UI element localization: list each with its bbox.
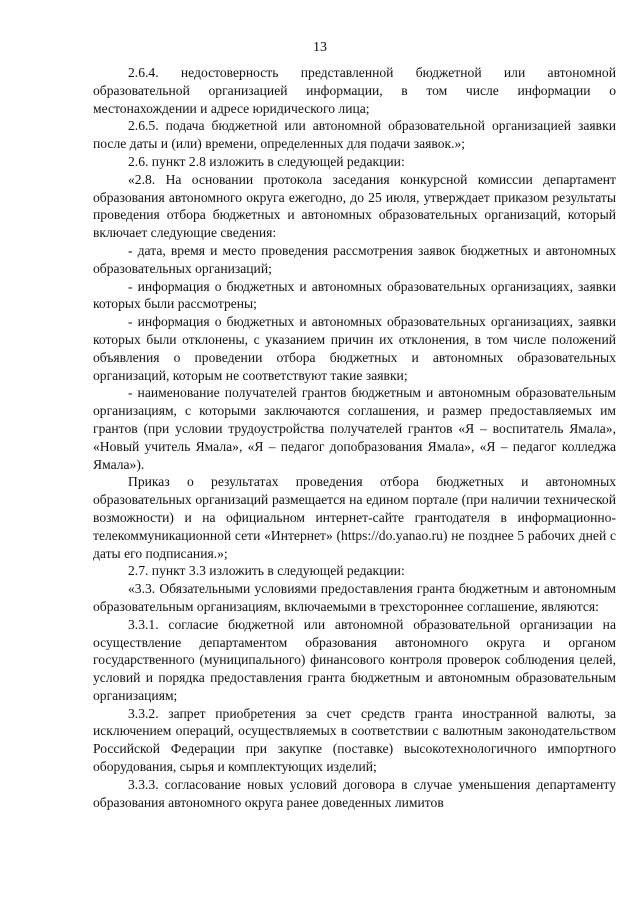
paragraph-3-3-3: 3.3.3. согласование новых условий договора в случае уменьшения департаменту образования автономного округа ранее доведенных лимитов — [93, 776, 616, 810]
page-number: 13 — [313, 40, 327, 55]
list-item-date-time-place: - дата, время и место проведения рассмотрения заявок бюджетных и автономных образовательных организаций; — [93, 242, 616, 276]
paragraph-2-8: «2.8. На основании протокола заседания конкурсной комиссии департамент образования автономного округа ежегодно, до 25 июля, утверждает приказом результаты проведения отбора бюджетных и автономных образовательных организаций, который включает следующие сведения: — [93, 171, 616, 241]
paragraph-3-3: «3.3. Обязательными условиями предоставления гранта бюджетным и автономным образовательным организациям, включаемыми в трехстороннее соглашение, являются: — [93, 581, 616, 614]
document-body — [93, 64, 616, 811]
paragraph-order-publication: Приказ о результатах проведения отбора бюджетных и автономных образовательных организаций размещается на едином портале (при наличии технической возможности) и на официальном интернет-сайте грантодателя в информационно-телекоммуникационной сети «Интернет» (https://do.yanao.ru) не позднее 5 рабочих дней с даты его подписания.»; — [93, 474, 616, 561]
list-item-reviewed-applications: - информация о бюджетных и автономных образовательных организациях, заявки которых были рассмотрены; — [93, 278, 616, 312]
paragraph-2-6: 2.6. пункт 2.8 изложить в следующей редакции: — [128, 153, 405, 169]
paragraph-2-7: 2.7. пункт 3.3 изложить в следующей редакции: — [128, 563, 405, 579]
paragraph-2-6-4: 2.6.4. недостоверность представленной бюджетной или автономной образовательной организацией информации, в том числе информации о местонахождении и адресе юридического лица; — [93, 65, 616, 116]
list-item-rejected-applications: - информация о бюджетных и автономных образовательных организациях, заявки которых были отклонены, с указанием причин их отклонения, в том числе положений объявления о проведении отбора бюджетных и автономных образовательных организаций, которым не соответствуют такие заявки; — [93, 314, 616, 383]
paragraph-3-3-1: 3.3.1. согласие бюджетной или автономной образовательной организации на осуществление департаментом образования автономного округа и органом государственного (муниципального) финансового контроля проверок соблюдения целей, условий и порядка предоставления гранта бюджетным и автономным образовательным организациям; — [93, 616, 616, 703]
paragraph-3-3-2: 3.3.2. запрет приобретения за счет средств гранта иностранной валюты, за исключением операций, осуществляемых в соответствии с валютным законодательством Российской Федерации при закупке (поставке) высокотехнологичного импортного оборудования, сырья и комплектующих изделий; — [93, 705, 616, 775]
paragraph-2-6-5: 2.6.5. подача бюджетной или автономной образовательной организацией заявки после даты и (или) времени, определенных для подачи заявок.»; — [93, 118, 616, 152]
list-item-grant-recipients: - наименование получателей грантов бюджетным и автономным образовательным организациям, с которыми заключаются соглашения, и размер предоставляемых им грантов (при условии трудоустройства получателей грантов «Я – воспитатель Ямала», «Новый учитель Ямала», «Я – педагог допобразования Ямала», «Я – педагог колледжа Ямала»). — [93, 385, 616, 472]
